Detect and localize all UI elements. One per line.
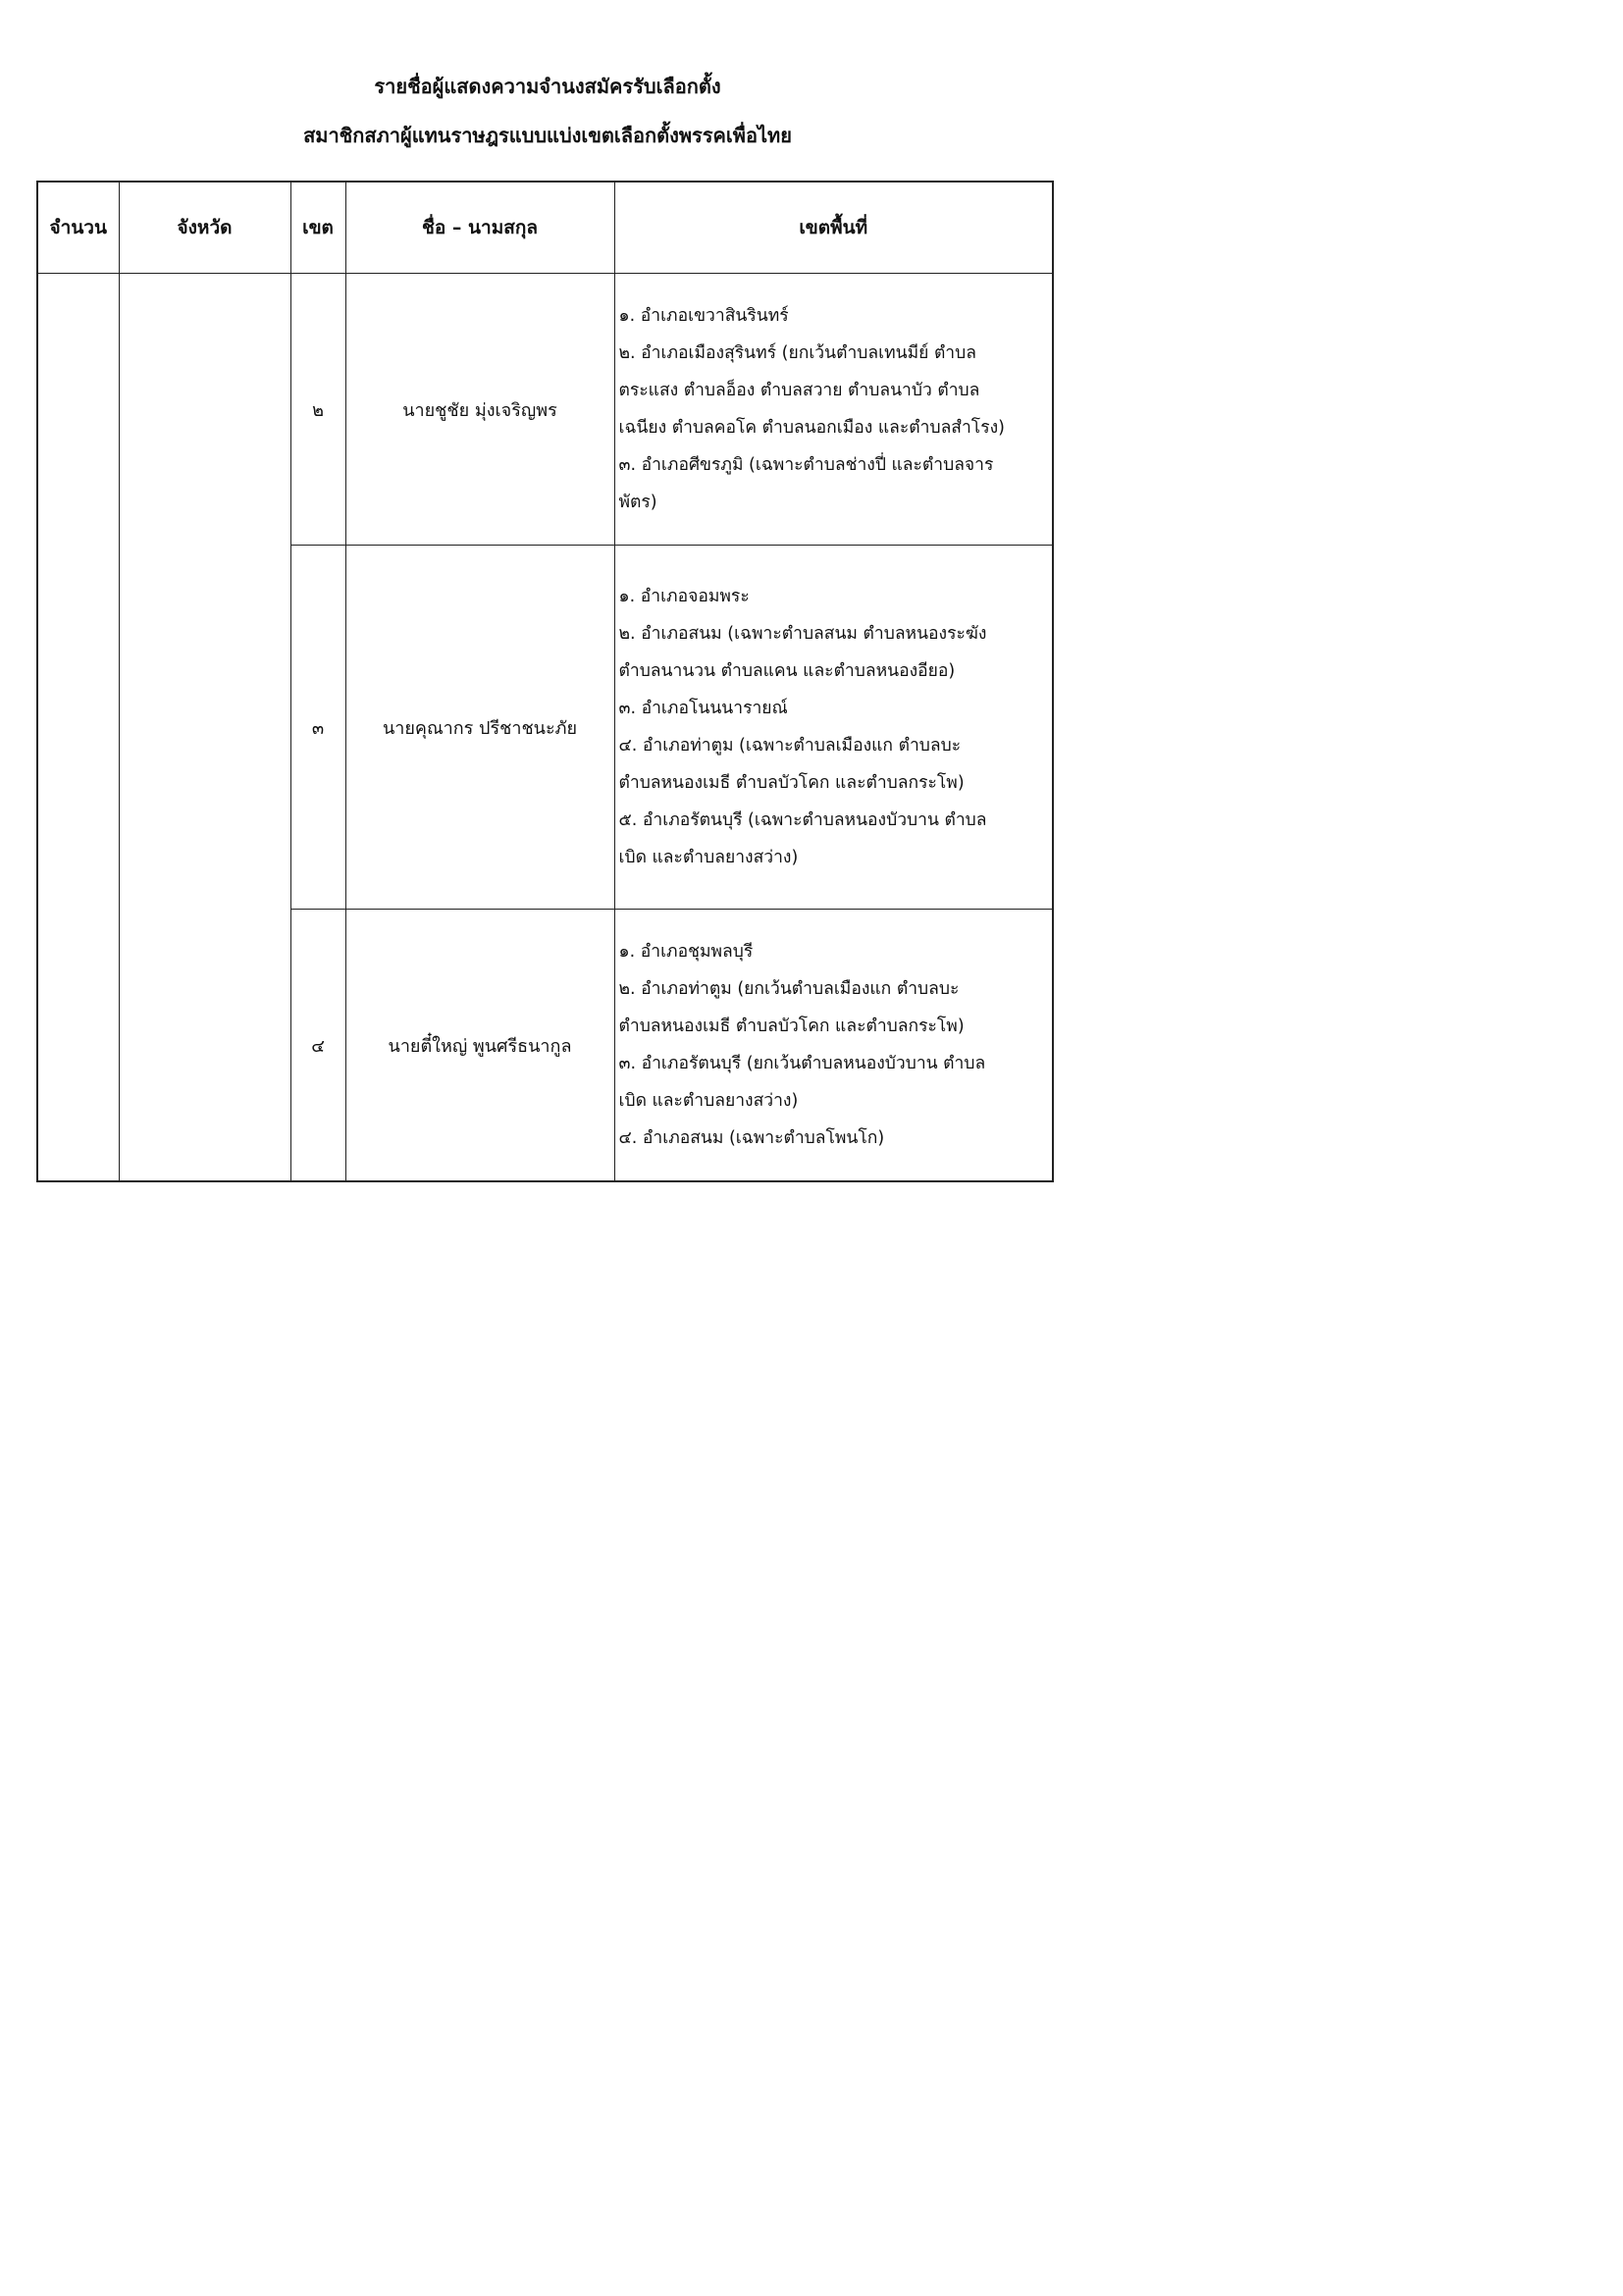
- candidate-name: นายคุณากร ปรีชาชนะภัย: [345, 546, 614, 910]
- area-line: ๑. อำเภอจอมพระ: [618, 587, 750, 606]
- area-line: ๕. อำเภอรัตนบุรี (เฉพาะตำบลหนองบัวบาน ตำบล: [618, 810, 987, 830]
- area-line: ตำบลนานวน ตำบลแคน และตำบลหนองอียอ): [618, 661, 956, 681]
- header-province: จังหวัด: [119, 182, 290, 274]
- area-line: เฉนียง ตำบลคอโค ตำบลนอกเมือง และตำบลสำโรง): [618, 418, 1005, 438]
- area-line: ๒. อำเภอสนม (เฉพาะตำบลสนม ตำบลหนองระฆัง: [618, 624, 987, 644]
- header-name: ชื่อ – นามสกุล: [345, 182, 614, 274]
- candidate-name: นายตี๋ใหญ่ พูนศรีธนากูล: [345, 910, 614, 1182]
- document-title-line-1: รายชื่อผู้แสดงความจำนงสมัครรับเลือกตั้ง: [374, 75, 721, 98]
- area-line: ๓. อำเภอโนนนารายณ์: [618, 699, 788, 718]
- area-line: ๑. อำเภอชุมพลบุรี: [618, 942, 754, 962]
- district-number: ๔: [290, 910, 345, 1182]
- candidates-table: [36, 181, 1054, 1182]
- district-number: ๒: [290, 274, 345, 546]
- document-title-line-2: สมาชิกสภาผู้แทนราษฎรแบบแบ่งเขตเลือกตั้งพรรคเพื่อไทย: [303, 124, 792, 147]
- area-line: ๓. อำเภอศีขรภูมิ (เฉพาะตำบลช่างปี่ และตำบลจาร: [618, 455, 994, 475]
- area-line: พัตร): [618, 493, 657, 512]
- area-line: ๔. อำเภอสนม (เฉพาะตำบลโพนโก): [618, 1128, 885, 1148]
- table-header-row: [37, 182, 1053, 274]
- area-cell: [614, 910, 1053, 1182]
- area-line: ตระแสง ตำบลอ็อง ตำบลสวาย ตำบลนาบัว ตำบล: [618, 381, 980, 400]
- province-cell: [119, 274, 290, 1182]
- header-district: เขต: [290, 182, 345, 274]
- candidate-name: นายชูชัย มุ่งเจริญพร: [345, 274, 614, 546]
- area-line: เบิด และตำบลยางสว่าง): [618, 848, 799, 867]
- area-line: ตำบลหนองเมธี ตำบลบัวโคก และตำบลกระโพ): [618, 773, 965, 793]
- table-row: [37, 274, 1053, 546]
- area-line: ตำบลหนองเมธี ตำบลบัวโคก และตำบลกระโพ): [618, 1017, 965, 1036]
- header-area: เขตพื้นที่: [614, 182, 1053, 274]
- area-line: เบิด และตำบลยางสว่าง): [618, 1091, 799, 1111]
- area-cell: [614, 546, 1053, 910]
- district-number: ๓: [290, 546, 345, 910]
- area-line: ๒. อำเภอท่าตูม (ยกเว้นตำบลเมืองแก ตำบลบะ: [618, 979, 960, 999]
- area-line: ๑. อำเภอเขวาสินรินทร์: [618, 306, 789, 326]
- area-line: ๒. อำเภอเมืองสุรินทร์ (ยกเว้นตำบลเทนมีย์ ตำบล: [618, 343, 976, 363]
- header-count: จำนวน: [37, 182, 119, 274]
- area-line: ๓. อำเภอรัตนบุรี (ยกเว้นตำบลหนองบัวบาน ตำบล: [618, 1054, 986, 1073]
- count-cell: [37, 274, 119, 1182]
- area-cell: [614, 274, 1053, 546]
- area-line: ๔. อำเภอท่าตูม (เฉพาะตำบลเมืองแก ตำบลบะ: [618, 736, 962, 756]
